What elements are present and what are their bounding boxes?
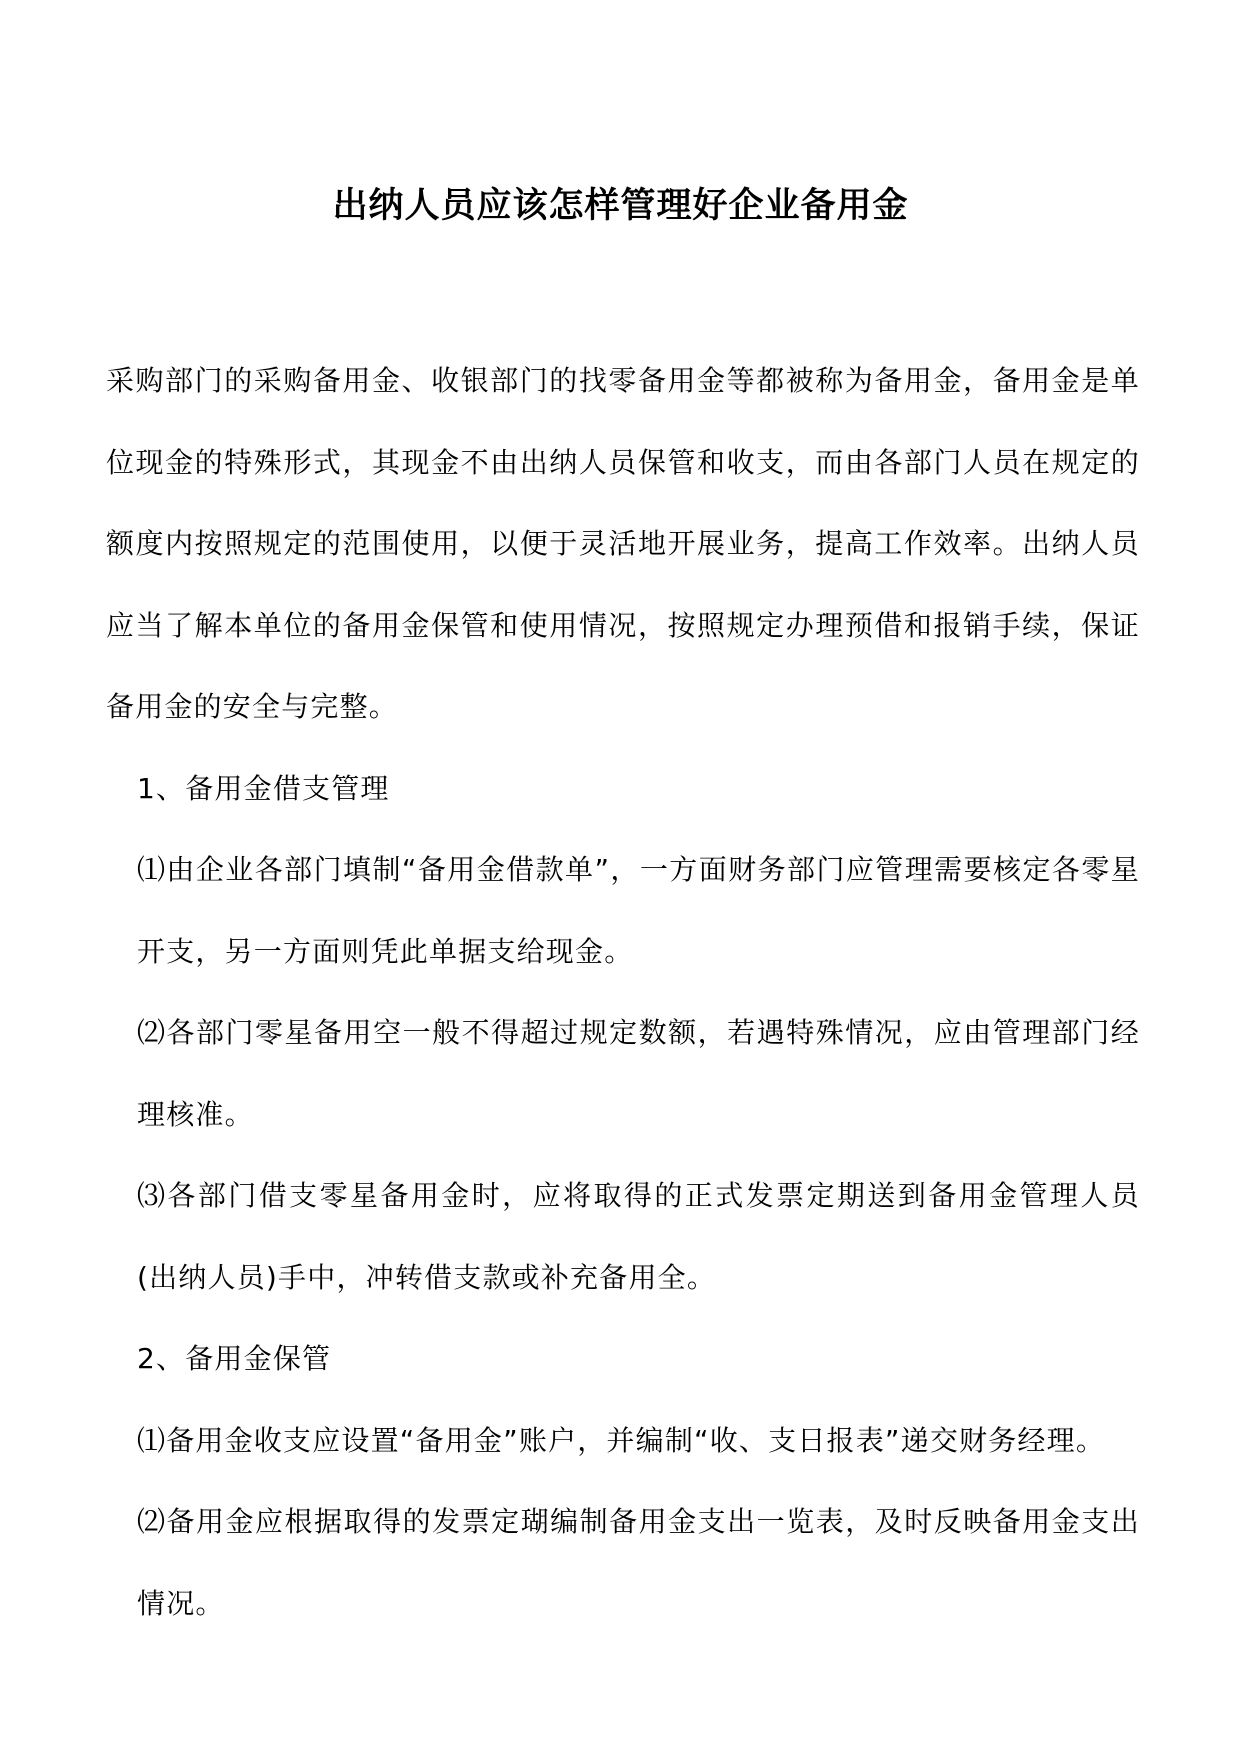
section-heading-1: 1、备用金借支管理 — [137, 771, 390, 805]
paragraph-1-1: ⑴由企业各部门填制“备用金借款单”，一方面财务部门应管理需要核定各零星开支，另一方面则凭此单据支给现金。 — [137, 853, 1140, 968]
intro-paragraph: 采购部门的采购备用金、收银部门的找零备用金等都被称为备用金，备用金是单位现金的特殊形式，其现金不由出纳人员保管和收支，而由各部门人员在规定的额度内按照规定的范围使用，以便于灵活地开展业务，提高工作效率。出纳人员应当了解本单位的备用金保管和使用情况，按照规定办理预借和报销手续，保证备用金的安全与完整。 — [106, 364, 1140, 723]
page-title: 出纳人员应该怎样管理好企业备用金 — [332, 185, 909, 227]
paragraph-2-1: ⑴备用金收支应设置“备用金”账户，并编制“收、支日报表”递交财务经理。 — [137, 1423, 1106, 1457]
paragraph-2-2: ⑵备用金应根据取得的发票定瑚编制备用金支出一览表，及时反映备用金支出情况。 — [137, 1505, 1140, 1620]
paragraph-1-3: ⑶各部门借支零星备用金时，应将取得的正式发票定期送到备用金管理人员(出纳人员)手中，冲转借支款或补充备用全。 — [137, 1179, 1140, 1294]
section-heading-2: 2、备用金保管 — [137, 1342, 332, 1375]
paragraph-1-2: ⑵各部门零星备用空一般不得超过规定数额，若遇特殊情况，应由管理部门经理核准。 — [137, 1016, 1140, 1131]
document-body — [106, 340, 1140, 1644]
